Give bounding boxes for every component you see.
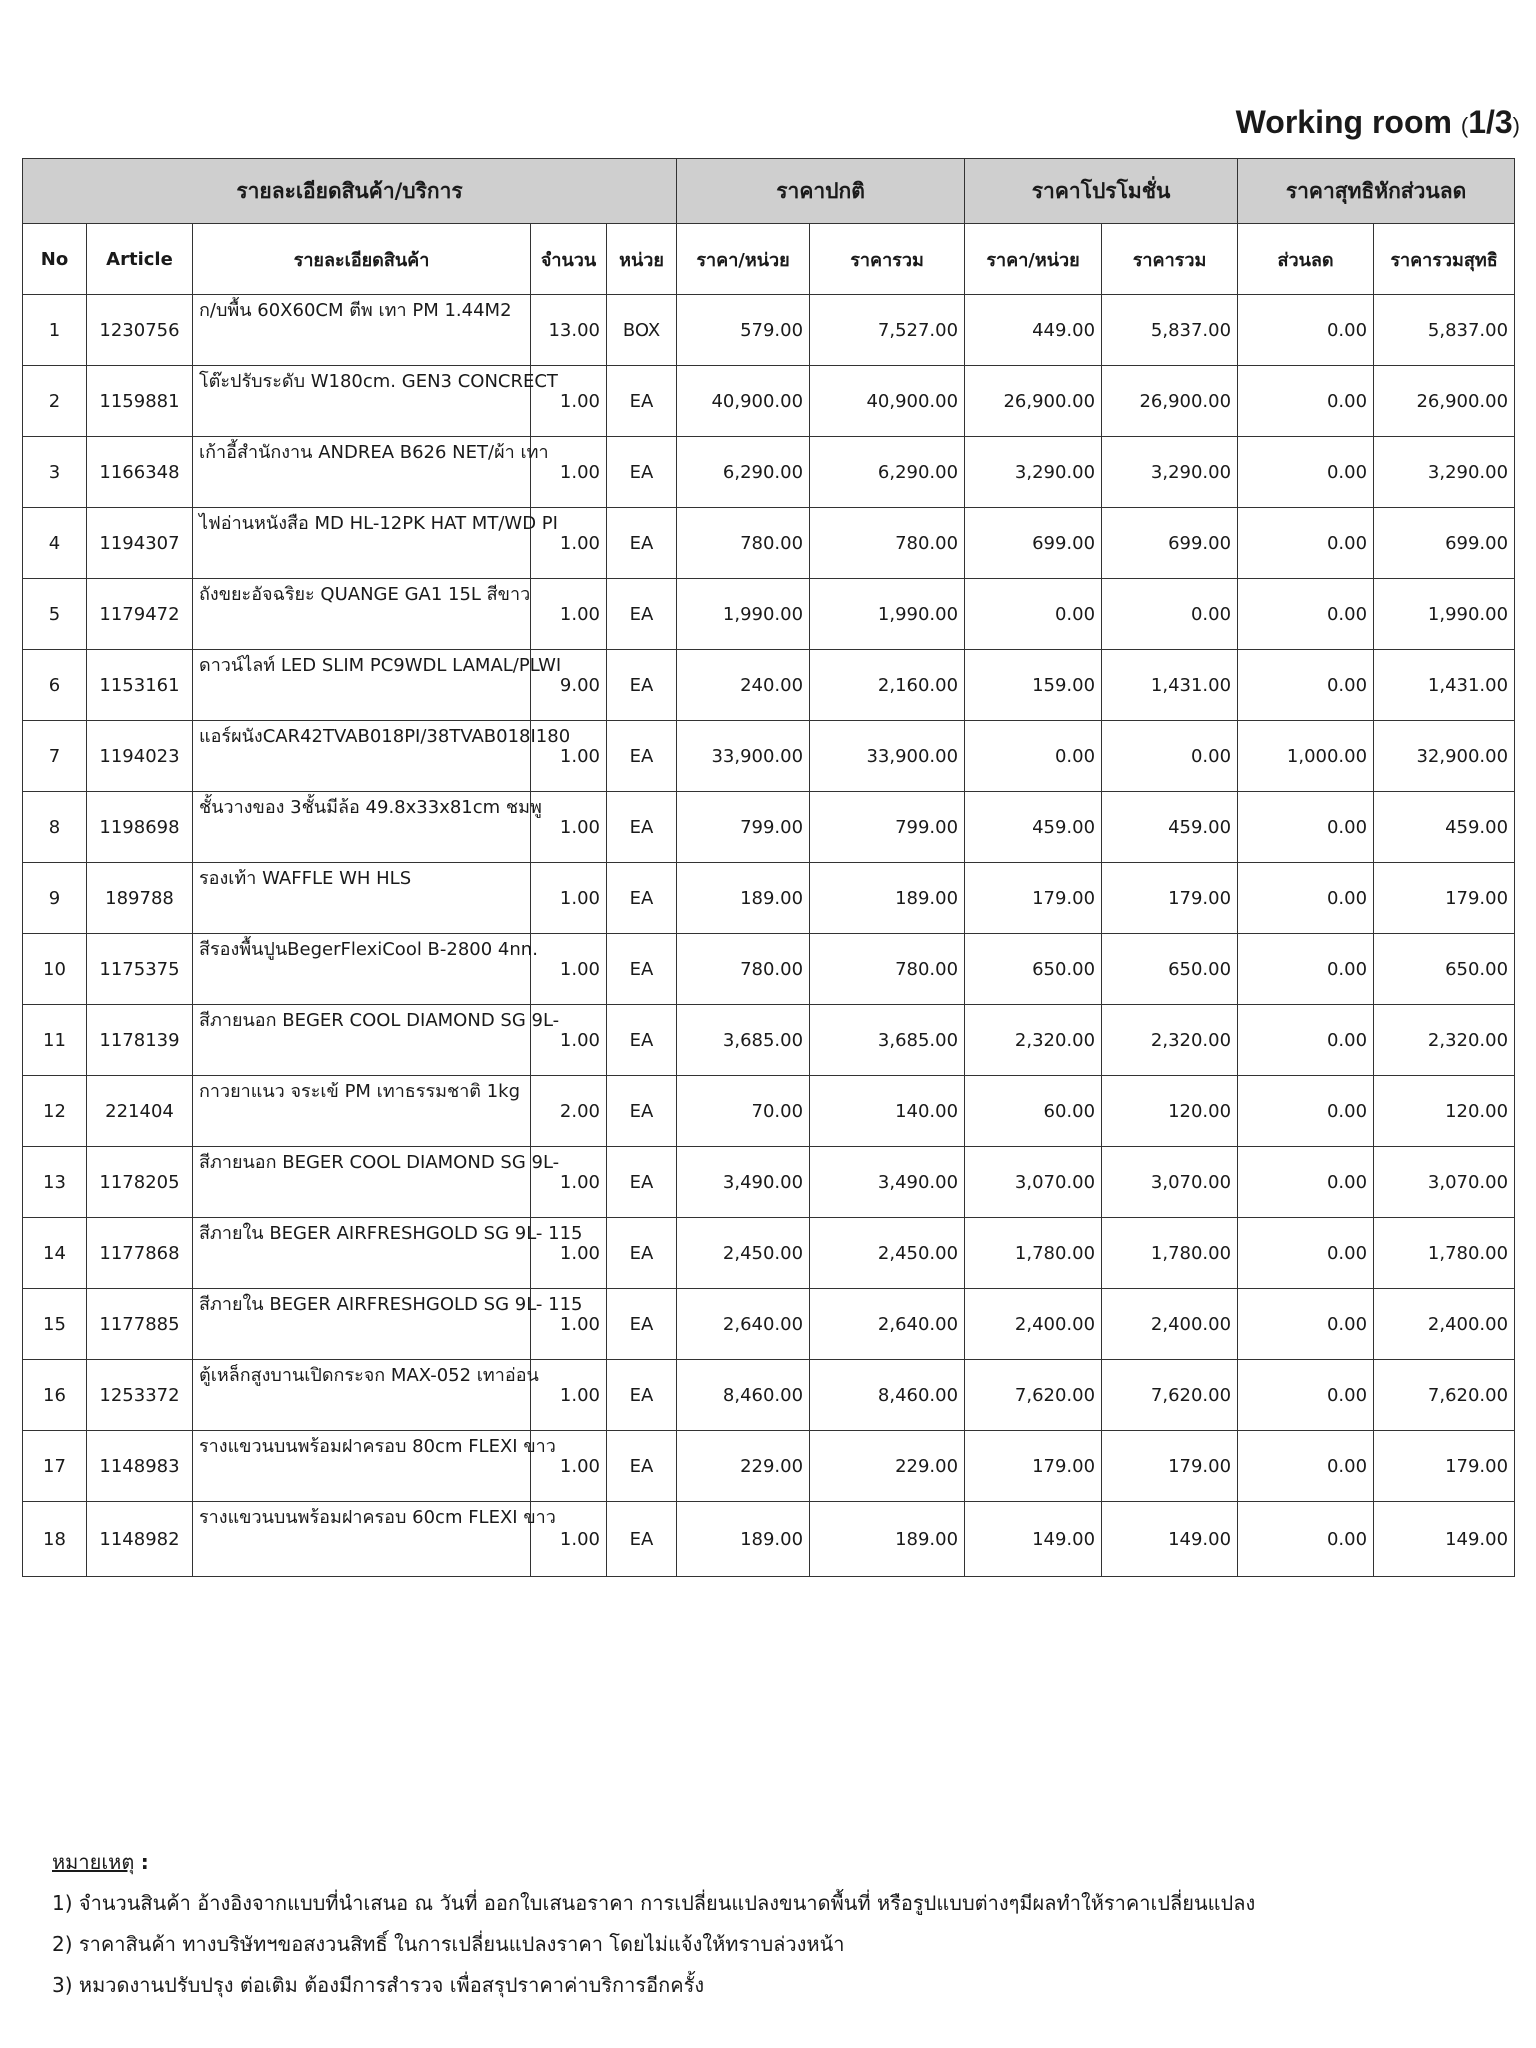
cell-normal-unit: 780.00 bbox=[677, 934, 810, 1005]
cell-net-total: 5,837.00 bbox=[1374, 295, 1515, 366]
cell-normal-unit: 8,460.00 bbox=[677, 1360, 810, 1431]
table-row bbox=[23, 366, 1515, 437]
cell-no: 7 bbox=[23, 721, 87, 792]
cell-article: 1177868 bbox=[87, 1218, 193, 1289]
cell-no: 9 bbox=[23, 863, 87, 934]
cell-normal-unit: 3,490.00 bbox=[677, 1147, 810, 1218]
cell-no: 8 bbox=[23, 792, 87, 863]
cell-net-total: 3,070.00 bbox=[1374, 1147, 1515, 1218]
cell-promo-total: 699.00 bbox=[1102, 508, 1238, 579]
notes-section bbox=[52, 1842, 1255, 2006]
cell-promo-total: 5,837.00 bbox=[1102, 295, 1238, 366]
cell-desc: กาวยาแนว จระเข้ PM เทาธรรมชาติ 1kg bbox=[193, 1076, 531, 1147]
cell-net-total: 32,900.00 bbox=[1374, 721, 1515, 792]
cell-normal-unit: 2,450.00 bbox=[677, 1218, 810, 1289]
table-row bbox=[23, 1005, 1515, 1076]
cell-normal-unit: 2,640.00 bbox=[677, 1289, 810, 1360]
cell-discount: 0.00 bbox=[1238, 863, 1374, 934]
cell-unit: EA bbox=[607, 1147, 677, 1218]
cell-qty: 1.00 bbox=[531, 1289, 607, 1360]
cell-article: 1166348 bbox=[87, 437, 193, 508]
cell-desc: รองเท้า WAFFLE WH HLS bbox=[193, 863, 531, 934]
cell-promo-unit: 7,620.00 bbox=[965, 1360, 1102, 1431]
cell-desc: สีรองพื้นปูนBegerFlexiCool B-2800 4nn. bbox=[193, 934, 531, 1005]
table-row bbox=[23, 1502, 1515, 1577]
cell-no: 10 bbox=[23, 934, 87, 1005]
cell-qty: 1.00 bbox=[531, 1218, 607, 1289]
cell-article: 221404 bbox=[87, 1076, 193, 1147]
cell-unit: BOX bbox=[607, 295, 677, 366]
cell-normal-total: 1,990.00 bbox=[810, 579, 965, 650]
cell-no: 3 bbox=[23, 437, 87, 508]
column-header-row bbox=[23, 224, 1515, 295]
col-header-normal-total: ราคารวม bbox=[810, 224, 965, 295]
cell-unit: EA bbox=[607, 508, 677, 579]
cell-unit: EA bbox=[607, 1360, 677, 1431]
table-row bbox=[23, 1218, 1515, 1289]
cell-normal-total: 7,527.00 bbox=[810, 295, 965, 366]
cell-desc: เก้าอี้สำนักงาน ANDREA B626 NET/ผ้า เทา bbox=[193, 437, 531, 508]
cell-normal-unit: 3,685.00 bbox=[677, 1005, 810, 1076]
cell-qty: 1.00 bbox=[531, 366, 607, 437]
group-header-normal-price: ราคาปกติ bbox=[677, 159, 965, 224]
cell-no: 16 bbox=[23, 1360, 87, 1431]
cell-normal-total: 140.00 bbox=[810, 1076, 965, 1147]
cell-no: 13 bbox=[23, 1147, 87, 1218]
cell-normal-unit: 70.00 bbox=[677, 1076, 810, 1147]
cell-net-total: 7,620.00 bbox=[1374, 1360, 1515, 1431]
cell-qty: 1.00 bbox=[531, 721, 607, 792]
cell-net-total: 699.00 bbox=[1374, 508, 1515, 579]
cell-normal-unit: 189.00 bbox=[677, 863, 810, 934]
cell-normal-unit: 799.00 bbox=[677, 792, 810, 863]
cell-unit: EA bbox=[607, 1076, 677, 1147]
table-row bbox=[23, 934, 1515, 1005]
cell-qty: 1.00 bbox=[531, 1147, 607, 1218]
cell-desc: ดาวน์ไลท์ LED SLIM PC9WDL LAMAL/PLWI bbox=[193, 650, 531, 721]
cell-desc: ชั้นวางของ 3ชั้นมีล้อ 49.8x33x81cm ชมพู bbox=[193, 792, 531, 863]
cell-discount: 0.00 bbox=[1238, 650, 1374, 721]
table-row bbox=[23, 792, 1515, 863]
cell-promo-unit: 179.00 bbox=[965, 863, 1102, 934]
cell-desc: สีภายใน BEGER AIRFRESHGOLD SG 9L- 115 bbox=[193, 1218, 531, 1289]
cell-net-total: 2,400.00 bbox=[1374, 1289, 1515, 1360]
cell-article: 1253372 bbox=[87, 1360, 193, 1431]
cell-unit: EA bbox=[607, 863, 677, 934]
cell-article: 1194023 bbox=[87, 721, 193, 792]
cell-normal-total: 6,290.00 bbox=[810, 437, 965, 508]
cell-promo-unit: 459.00 bbox=[965, 792, 1102, 863]
cell-qty: 1.00 bbox=[531, 1005, 607, 1076]
cell-unit: EA bbox=[607, 792, 677, 863]
title-close-paren: ) bbox=[1512, 113, 1520, 138]
title-open-paren: ( bbox=[1460, 113, 1469, 138]
col-header-normal-unit: ราคา/หน่วย bbox=[677, 224, 810, 295]
cell-discount: 0.00 bbox=[1238, 1147, 1374, 1218]
cell-promo-total: 2,320.00 bbox=[1102, 1005, 1238, 1076]
cell-discount: 0.00 bbox=[1238, 1005, 1374, 1076]
cell-no: 1 bbox=[23, 295, 87, 366]
cell-promo-total: 26,900.00 bbox=[1102, 366, 1238, 437]
cell-normal-unit: 240.00 bbox=[677, 650, 810, 721]
cell-promo-unit: 699.00 bbox=[965, 508, 1102, 579]
group-header-row bbox=[23, 159, 1515, 224]
notes-heading-text: หมายเหตุ bbox=[52, 1850, 135, 1874]
cell-article: 189788 bbox=[87, 863, 193, 934]
cell-article: 1153161 bbox=[87, 650, 193, 721]
cell-no: 17 bbox=[23, 1431, 87, 1502]
cell-no: 2 bbox=[23, 366, 87, 437]
col-header-no: No bbox=[23, 224, 87, 295]
cell-qty: 1.00 bbox=[531, 1360, 607, 1431]
cell-article: 1178205 bbox=[87, 1147, 193, 1218]
cell-qty: 1.00 bbox=[531, 579, 607, 650]
page-title bbox=[1236, 104, 1520, 141]
note-line-2: 2) ราคาสินค้า ทางบริษัทฯขอสงวนสิทธิ์ ในการเปลี่ยนแปลงราคา โดยไม่แจ้งให้ทราบล่วงหน้า bbox=[52, 1932, 845, 1956]
cell-promo-unit: 3,070.00 bbox=[965, 1147, 1102, 1218]
cell-promo-total: 149.00 bbox=[1102, 1502, 1238, 1577]
cell-article: 1178139 bbox=[87, 1005, 193, 1076]
cell-unit: EA bbox=[607, 650, 677, 721]
cell-promo-total: 0.00 bbox=[1102, 721, 1238, 792]
cell-qty: 1.00 bbox=[531, 437, 607, 508]
col-header-desc: รายละเอียดสินค้า bbox=[193, 224, 531, 295]
note-line-3: 3) หมวดงานปรับปรุง ต่อเติม ต้องมีการสำรวจ เพื่อสรุปราคาค่าบริการอีกครั้ง bbox=[52, 1973, 705, 1997]
cell-discount: 0.00 bbox=[1238, 1218, 1374, 1289]
cell-promo-total: 7,620.00 bbox=[1102, 1360, 1238, 1431]
col-header-article: Article bbox=[87, 224, 193, 295]
cell-promo-unit: 0.00 bbox=[965, 579, 1102, 650]
cell-promo-unit: 650.00 bbox=[965, 934, 1102, 1005]
cell-unit: EA bbox=[607, 934, 677, 1005]
cell-discount: 0.00 bbox=[1238, 792, 1374, 863]
cell-desc: ถังขยะอัจฉริยะ QUANGE GA1 15L สีขาว bbox=[193, 579, 531, 650]
cell-qty: 13.00 bbox=[531, 295, 607, 366]
cell-promo-unit: 149.00 bbox=[965, 1502, 1102, 1577]
cell-promo-total: 1,431.00 bbox=[1102, 650, 1238, 721]
cell-unit: EA bbox=[607, 1502, 677, 1577]
cell-article: 1148983 bbox=[87, 1431, 193, 1502]
cell-net-total: 650.00 bbox=[1374, 934, 1515, 1005]
table-body bbox=[23, 295, 1515, 1577]
cell-net-total: 3,290.00 bbox=[1374, 437, 1515, 508]
group-header-promo-price: ราคาโปรโมชั่น bbox=[965, 159, 1238, 224]
table-row bbox=[23, 1360, 1515, 1431]
cell-unit: EA bbox=[607, 1005, 677, 1076]
cell-qty: 1.00 bbox=[531, 934, 607, 1005]
cell-no: 4 bbox=[23, 508, 87, 579]
cell-normal-total: 2,160.00 bbox=[810, 650, 965, 721]
table-row bbox=[23, 1431, 1515, 1502]
cell-no: 5 bbox=[23, 579, 87, 650]
col-header-net-total: ราคารวมสุทธิ bbox=[1374, 224, 1515, 295]
cell-qty: 1.00 bbox=[531, 1431, 607, 1502]
cell-desc: สีภายนอก BEGER COOL DIAMOND SG 9L- bbox=[193, 1005, 531, 1076]
notes-heading bbox=[52, 1842, 1255, 1883]
cell-discount: 1,000.00 bbox=[1238, 721, 1374, 792]
cell-normal-unit: 40,900.00 bbox=[677, 366, 810, 437]
cell-normal-total: 780.00 bbox=[810, 508, 965, 579]
title-page-number: 1/3 bbox=[1468, 104, 1513, 140]
cell-promo-unit: 159.00 bbox=[965, 650, 1102, 721]
cell-net-total: 120.00 bbox=[1374, 1076, 1515, 1147]
cell-qty: 1.00 bbox=[531, 1502, 607, 1577]
cell-normal-total: 3,685.00 bbox=[810, 1005, 965, 1076]
cell-promo-total: 3,070.00 bbox=[1102, 1147, 1238, 1218]
table-row bbox=[23, 295, 1515, 366]
cell-net-total: 26,900.00 bbox=[1374, 366, 1515, 437]
cell-no: 6 bbox=[23, 650, 87, 721]
cell-discount: 0.00 bbox=[1238, 579, 1374, 650]
cell-normal-total: 8,460.00 bbox=[810, 1360, 965, 1431]
cell-promo-unit: 2,400.00 bbox=[965, 1289, 1102, 1360]
cell-discount: 0.00 bbox=[1238, 1076, 1374, 1147]
cell-unit: EA bbox=[607, 366, 677, 437]
cell-unit: EA bbox=[607, 579, 677, 650]
cell-desc: แอร์ผนังCAR42TVAB018PI/38TVAB018I180 bbox=[193, 721, 531, 792]
cell-promo-unit: 179.00 bbox=[965, 1431, 1102, 1502]
cell-promo-total: 2,400.00 bbox=[1102, 1289, 1238, 1360]
cell-article: 1198698 bbox=[87, 792, 193, 863]
cell-promo-unit: 449.00 bbox=[965, 295, 1102, 366]
cell-qty: 1.00 bbox=[531, 792, 607, 863]
cell-net-total: 1,990.00 bbox=[1374, 579, 1515, 650]
cell-discount: 0.00 bbox=[1238, 437, 1374, 508]
col-header-promo-unit: ราคา/หน่วย bbox=[965, 224, 1102, 295]
col-header-unit: หน่วย bbox=[607, 224, 677, 295]
cell-normal-total: 40,900.00 bbox=[810, 366, 965, 437]
cell-no: 14 bbox=[23, 1218, 87, 1289]
cell-normal-total: 3,490.00 bbox=[810, 1147, 965, 1218]
cell-net-total: 2,320.00 bbox=[1374, 1005, 1515, 1076]
cell-no: 12 bbox=[23, 1076, 87, 1147]
cell-article: 1230756 bbox=[87, 295, 193, 366]
cell-discount: 0.00 bbox=[1238, 1289, 1374, 1360]
cell-promo-total: 179.00 bbox=[1102, 1431, 1238, 1502]
cell-unit: EA bbox=[607, 721, 677, 792]
cell-normal-total: 33,900.00 bbox=[810, 721, 965, 792]
cell-unit: EA bbox=[607, 1218, 677, 1289]
cell-promo-unit: 26,900.00 bbox=[965, 366, 1102, 437]
cell-article: 1179472 bbox=[87, 579, 193, 650]
cell-promo-total: 650.00 bbox=[1102, 934, 1238, 1005]
cell-promo-unit: 0.00 bbox=[965, 721, 1102, 792]
cell-article: 1159881 bbox=[87, 366, 193, 437]
cell-normal-unit: 229.00 bbox=[677, 1431, 810, 1502]
table-row bbox=[23, 650, 1515, 721]
cell-unit: EA bbox=[607, 1289, 677, 1360]
cell-promo-total: 1,780.00 bbox=[1102, 1218, 1238, 1289]
cell-discount: 0.00 bbox=[1238, 508, 1374, 579]
table-row bbox=[23, 1076, 1515, 1147]
cell-qty: 1.00 bbox=[531, 863, 607, 934]
cell-normal-unit: 780.00 bbox=[677, 508, 810, 579]
quotation-table bbox=[22, 158, 1515, 1577]
cell-article: 1177885 bbox=[87, 1289, 193, 1360]
cell-normal-unit: 6,290.00 bbox=[677, 437, 810, 508]
cell-discount: 0.00 bbox=[1238, 295, 1374, 366]
col-header-discount: ส่วนลด bbox=[1238, 224, 1374, 295]
cell-desc: สีภายนอก BEGER COOL DIAMOND SG 9L- bbox=[193, 1147, 531, 1218]
cell-qty: 2.00 bbox=[531, 1076, 607, 1147]
cell-net-total: 1,431.00 bbox=[1374, 650, 1515, 721]
cell-discount: 0.00 bbox=[1238, 1431, 1374, 1502]
table-row bbox=[23, 1289, 1515, 1360]
cell-no: 11 bbox=[23, 1005, 87, 1076]
table-row bbox=[23, 1147, 1515, 1218]
cell-desc: ตู้เหล็กสูงบานเปิดกระจก MAX-052 เทาอ่อน bbox=[193, 1360, 531, 1431]
cell-desc: รางแขวนบนพร้อมฝาครอบ 80cm FLEXI ขาว bbox=[193, 1431, 531, 1502]
cell-promo-total: 120.00 bbox=[1102, 1076, 1238, 1147]
cell-desc: สีภายใน BEGER AIRFRESHGOLD SG 9L- 115 bbox=[193, 1289, 531, 1360]
cell-no: 15 bbox=[23, 1289, 87, 1360]
cell-discount: 0.00 bbox=[1238, 1502, 1374, 1577]
cell-unit: EA bbox=[607, 1431, 677, 1502]
title-main: Working room bbox=[1235, 104, 1452, 140]
note-line-1: 1) จำนวนสินค้า อ้างอิงจากแบบที่นำเสนอ ณ วันที่ ออกใบเสนอราคา การเปลี่ยนแปลงขนาดพื้นที่ หรือรูปแบบต่างๆมีผลทำให้ราคาเปลี่ยนแปลง bbox=[52, 1891, 1256, 1915]
cell-no: 18 bbox=[23, 1502, 87, 1577]
group-header-net-price: ราคาสุทธิหักส่วนลด bbox=[1238, 159, 1515, 224]
cell-promo-total: 179.00 bbox=[1102, 863, 1238, 934]
cell-desc: ไฟอ่านหนังสือ MD HL-12PK HAT MT/WD PI bbox=[193, 508, 531, 579]
cell-discount: 0.00 bbox=[1238, 934, 1374, 1005]
notes-heading-colon: : bbox=[140, 1850, 149, 1874]
cell-article: 1175375 bbox=[87, 934, 193, 1005]
cell-normal-unit: 1,990.00 bbox=[677, 579, 810, 650]
cell-normal-total: 229.00 bbox=[810, 1431, 965, 1502]
table-row bbox=[23, 437, 1515, 508]
table-row bbox=[23, 863, 1515, 934]
cell-promo-total: 3,290.00 bbox=[1102, 437, 1238, 508]
cell-normal-unit: 33,900.00 bbox=[677, 721, 810, 792]
cell-desc: ก/บพื้น 60X60CM ตีพ เทา PM 1.44M2 bbox=[193, 295, 531, 366]
col-header-qty: จำนวน bbox=[531, 224, 607, 295]
cell-promo-unit: 3,290.00 bbox=[965, 437, 1102, 508]
cell-discount: 0.00 bbox=[1238, 1360, 1374, 1431]
cell-qty: 1.00 bbox=[531, 508, 607, 579]
cell-discount: 0.00 bbox=[1238, 366, 1374, 437]
cell-normal-total: 799.00 bbox=[810, 792, 965, 863]
cell-normal-total: 189.00 bbox=[810, 1502, 965, 1577]
cell-normal-unit: 579.00 bbox=[677, 295, 810, 366]
cell-promo-total: 459.00 bbox=[1102, 792, 1238, 863]
cell-normal-total: 2,450.00 bbox=[810, 1218, 965, 1289]
cell-normal-total: 2,640.00 bbox=[810, 1289, 965, 1360]
cell-normal-total: 189.00 bbox=[810, 863, 965, 934]
cell-net-total: 179.00 bbox=[1374, 863, 1515, 934]
cell-promo-unit: 2,320.00 bbox=[965, 1005, 1102, 1076]
cell-article: 1148982 bbox=[87, 1502, 193, 1577]
cell-promo-unit: 1,780.00 bbox=[965, 1218, 1102, 1289]
cell-desc: โต๊ะปรับระดับ W180cm. GEN3 CONCRECT bbox=[193, 366, 531, 437]
cell-desc: รางแขวนบนพร้อมฝาครอบ 60cm FLEXI ขาว bbox=[193, 1502, 531, 1577]
cell-net-total: 1,780.00 bbox=[1374, 1218, 1515, 1289]
cell-net-total: 179.00 bbox=[1374, 1431, 1515, 1502]
cell-normal-total: 780.00 bbox=[810, 934, 965, 1005]
cell-unit: EA bbox=[607, 437, 677, 508]
cell-normal-unit: 189.00 bbox=[677, 1502, 810, 1577]
table-row bbox=[23, 721, 1515, 792]
table-row bbox=[23, 508, 1515, 579]
cell-net-total: 459.00 bbox=[1374, 792, 1515, 863]
cell-qty: 9.00 bbox=[531, 650, 607, 721]
cell-promo-total: 0.00 bbox=[1102, 579, 1238, 650]
col-header-promo-total: ราคารวม bbox=[1102, 224, 1238, 295]
group-header-details: รายละเอียดสินค้า/บริการ bbox=[23, 159, 677, 224]
table-row bbox=[23, 579, 1515, 650]
cell-promo-unit: 60.00 bbox=[965, 1076, 1102, 1147]
cell-net-total: 149.00 bbox=[1374, 1502, 1515, 1577]
cell-article: 1194307 bbox=[87, 508, 193, 579]
